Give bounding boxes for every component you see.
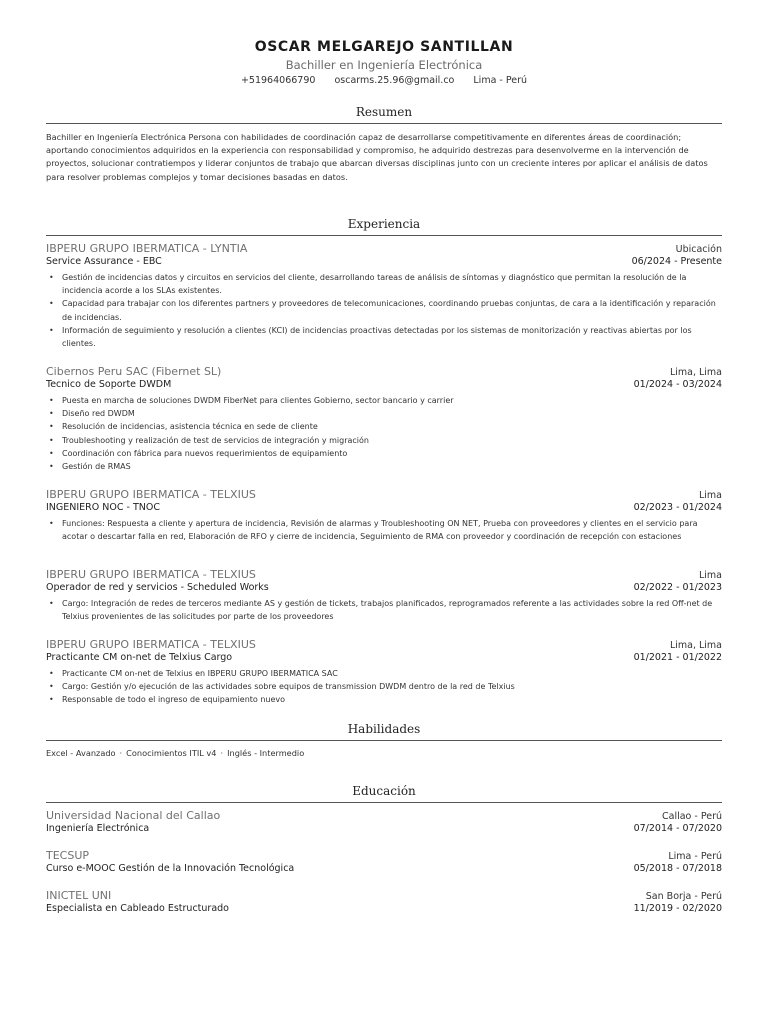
bullet-item: • Responsable de todo el ingreso de equipamiento nuevo <box>62 693 722 706</box>
school-name: INICTEL UNI <box>46 889 112 902</box>
education-section-header <box>46 784 722 803</box>
job-dates: 01/2024 - 03/2024 <box>633 379 722 390</box>
job-bullets <box>46 517 722 543</box>
skill-separator: · <box>220 748 224 758</box>
degree-name: Curso e-MOOC Gestión de la Innovación Tecnológica <box>46 863 295 874</box>
skill-separator: · <box>119 748 123 758</box>
job-dates: 02/2022 - 01/2023 <box>633 582 722 593</box>
job-location: Ubicación <box>675 244 722 255</box>
job-bullets <box>46 394 722 473</box>
section-title-skills: Habilidades <box>46 722 722 741</box>
company-name: IBPERU GRUPO IBERMATICA - LYNTIA <box>46 242 248 255</box>
bullet-item: • Gestión de incidencias datos y circuitos en servicios del cliente, desarrollando tareas de análisis de síntomas y diagnóstico que permitan la resolución de la incidencia acorde a los SLAs existentes. <box>62 271 722 297</box>
company-name: IBPERU GRUPO IBERMATICA - TELXIUS <box>46 568 256 581</box>
job-role: Tecnico de Soporte DWDM <box>46 379 172 390</box>
experience-entry <box>46 568 722 623</box>
bullet-item: • Diseño red DWDM <box>62 407 722 420</box>
bullet-item: • Funciones: Respuesta a cliente y apertura de incidencia, Revisión de alarmas y Troubleshooting ON NET, Prueba con proveedores y clientes en el servicio para acotar o descartar falla en red, Elaboración de RFO y cierre de incidencia, Seguimiento de RMA con proveedor y coordinación de recepción con estaciones <box>62 517 722 543</box>
bullet-item: • Practicante CM on-net de Telxius en IBPERU GRUPO IBERMATICA SAC <box>62 667 722 680</box>
experience-entry <box>46 638 722 707</box>
bullet-item: • Puesta en marcha de soluciones DWDM FiberNet para clientes Gobierno, sector bancario y carrier <box>62 394 722 407</box>
bullet-item: • Gestión de RMAS <box>62 460 722 473</box>
phone-number: +51964066790 <box>240 75 316 86</box>
degree-name: Especialista en Cableado Estructurado <box>46 903 229 914</box>
skill-item: Excel - Avanzado <box>46 748 116 758</box>
job-dates: 02/2023 - 01/2024 <box>633 502 722 513</box>
bullet-item: • Resolución de incidencias, asistencia técnica en sede de cliente <box>62 420 722 433</box>
section-title-education: Educación <box>46 784 722 803</box>
company-name: Cibernos Peru SAC (Fibernet SL) <box>46 365 222 378</box>
candidate-title: Bachiller en Ingeniería Electrónica <box>285 58 483 72</box>
candidate-name: OSCAR MELGAREJO SANTILLAN <box>254 39 514 55</box>
experience-entry <box>46 365 722 473</box>
company-name: IBPERU GRUPO IBERMATICA - TELXIUS <box>46 488 256 501</box>
job-role: Operador de red y servicios - Scheduled Works <box>46 582 269 593</box>
education-entry <box>46 889 722 914</box>
education-dates: 05/2018 - 07/2018 <box>633 863 722 874</box>
experience-entry <box>46 488 722 543</box>
school-name: Universidad Nacional del Callao <box>46 809 221 822</box>
job-bullets <box>46 597 722 623</box>
location-text: Lima - Perú <box>473 75 528 86</box>
school-location: Callao - Perú <box>662 811 722 822</box>
job-location: Lima <box>698 490 722 501</box>
skill-item: Conocimientos ITIL v4 <box>126 748 217 758</box>
education-entry <box>46 849 722 874</box>
skill-item: Inglés - Intermedio <box>227 748 305 758</box>
bullet-item: • Coordinación con fábrica para nuevos requerimientos de equipamiento <box>62 447 722 460</box>
job-role: Service Assurance - EBC <box>46 256 162 267</box>
skills-section-header <box>46 722 722 741</box>
summary-text: Bachiller en Ingeniería Electrónica Persona con habilidades de coordinación capaz de desarrollarse competitivamente en diferentes áreas de coordinación; aportando conocimientos adquiridos en la experiencia con responsabilidad y compromiso, he adquirido destrezas para desenvolverme en la intervención de proyectos, solucionar contratiempos y liderar conjuntos de trabajo que abarcan diversas disciplinas junto con un creciente interes por aplicar el análisis de datos para resolver problemas complejos y tomar decisiones basadas en datos. <box>46 132 708 182</box>
experience-entry <box>46 242 722 350</box>
school-name: TECSUP <box>46 849 90 862</box>
bullet-item: • Información de seguimiento y resolución a clientes (KCI) de incidencias proactivas detectadas por los sistemas de monitorización y reactivas abiertas por los clientes. <box>62 324 722 350</box>
job-bullets <box>46 667 722 707</box>
job-role: Practicante CM on-net de Telxius Cargo <box>46 652 233 663</box>
job-bullets <box>46 271 722 350</box>
section-title-summary: Resumen <box>46 105 722 124</box>
education-dates: 11/2019 - 02/2020 <box>633 903 722 914</box>
summary-section-header <box>46 105 722 124</box>
bullet-item: • Capacidad para trabajar con los diferentes partners y proveedores de telecomunicaciones, coordinando pruebas conjuntas, de cara a la identificación y reparación de incidencias. <box>62 297 722 323</box>
experience-section-header <box>46 217 722 236</box>
section-title-experience: Experiencia <box>46 217 722 236</box>
company-name: IBPERU GRUPO IBERMATICA - TELXIUS <box>46 638 256 651</box>
job-role: INGENIERO NOC - TNOC <box>46 502 160 513</box>
email-address: oscarms.25.96@gmail.co <box>334 75 455 86</box>
education-dates: 07/2014 - 07/2020 <box>633 823 722 834</box>
skills-list <box>46 748 304 758</box>
bullet-item: • Troubleshooting y realización de test de servicios de integración y migración <box>62 434 722 447</box>
job-dates: 01/2021 - 01/2022 <box>633 652 722 663</box>
school-location: Lima - Perú <box>668 851 722 862</box>
job-location: Lima, Lima <box>669 640 722 651</box>
job-location: Lima, Lima <box>669 367 722 378</box>
education-entry <box>46 809 722 834</box>
job-dates: 06/2024 - Presente <box>631 256 722 267</box>
contact-line <box>46 75 722 86</box>
degree-name: Ingeniería Electrónica <box>46 823 150 834</box>
school-location: San Borja - Perú <box>645 891 722 902</box>
job-location: Lima <box>698 570 722 581</box>
bullet-item: • Cargo: Integración de redes de terceros mediante AS y gestión de tickets, trabajos planificados, reprogramados referente a las actividades sobre la red Off-net de Telxius provenientes de las solicitudes por parte de los proveedores <box>62 597 722 623</box>
bullet-item: • Cargo: Gestión y/o ejecución de las actividades sobre equipos de transmission DWDM dentro de la red de Telxius <box>62 680 722 693</box>
